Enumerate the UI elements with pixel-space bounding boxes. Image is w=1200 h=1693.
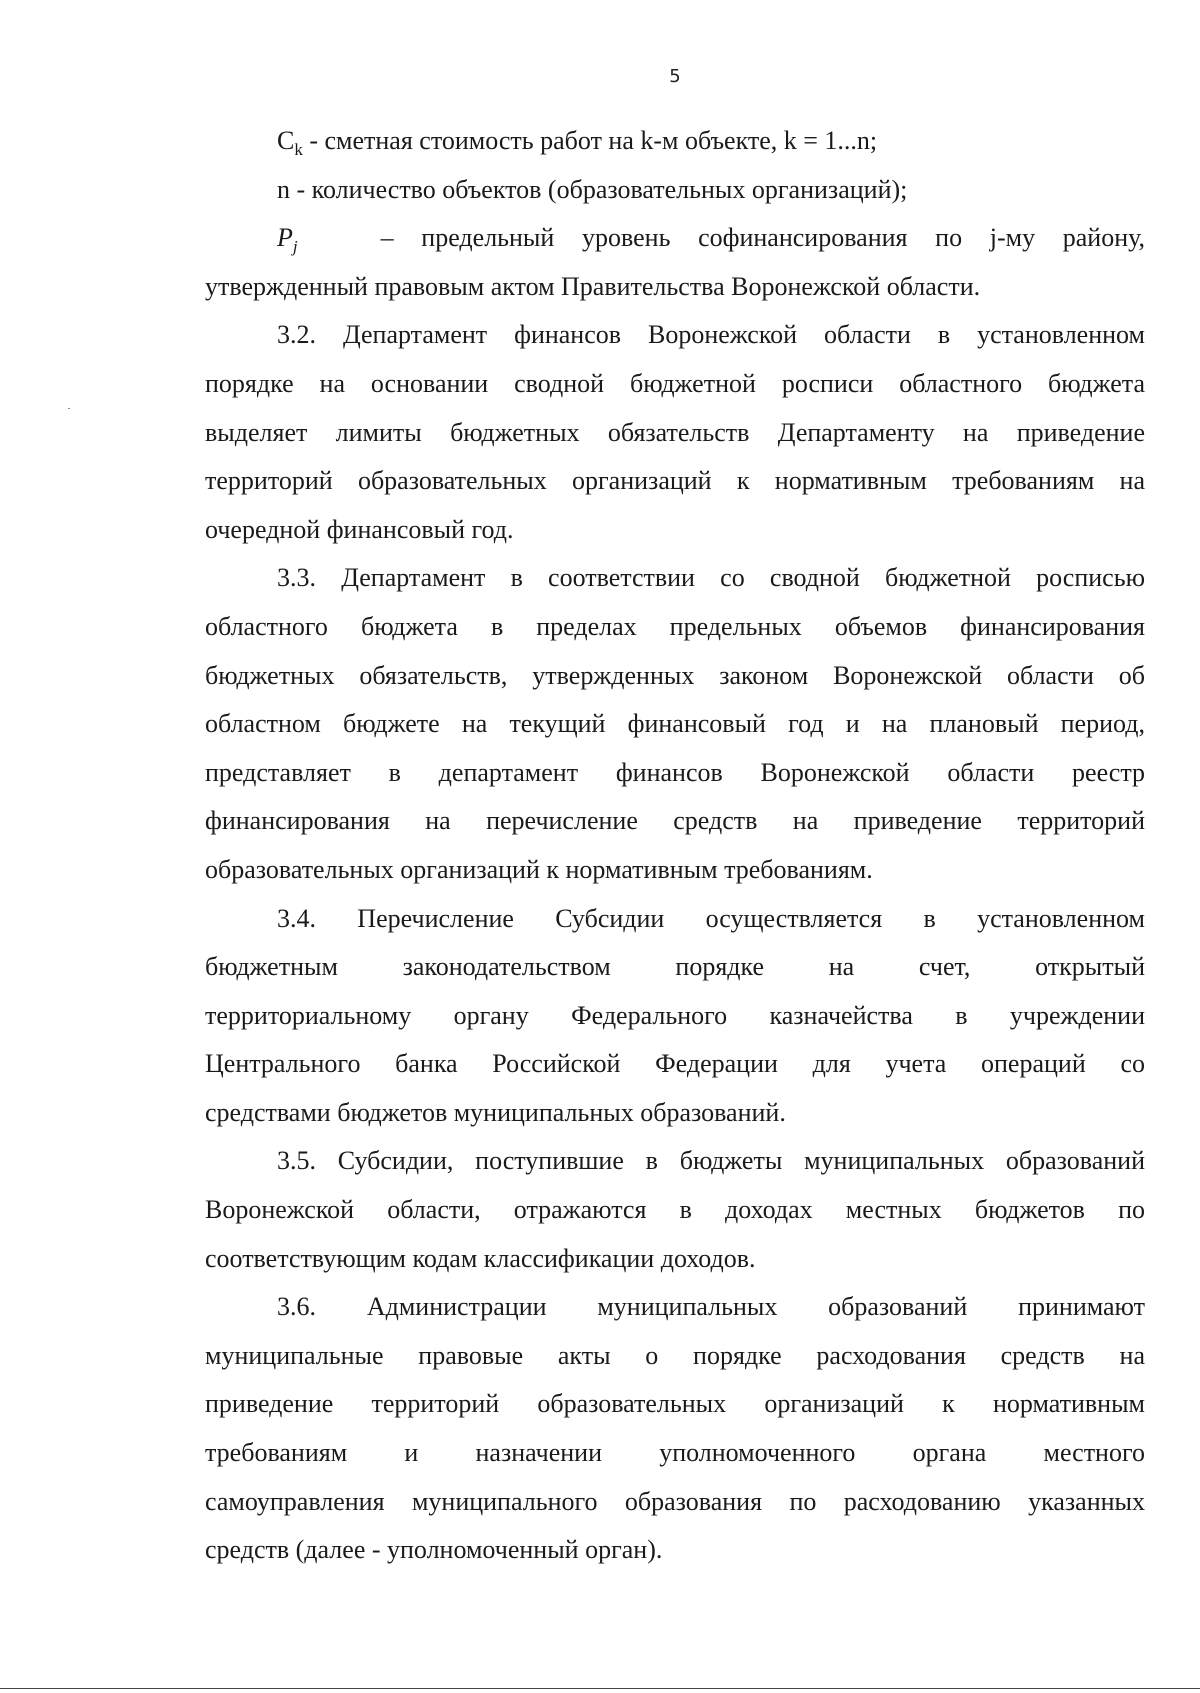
- line-text: образовательных организаций к нормативным требованиям.: [205, 854, 873, 884]
- line-text: выделяет лимиты бюджетных обязательств Департаменту на приведение: [205, 417, 1145, 447]
- text-line: [205, 1332, 1145, 1381]
- line-text: 3.6. Администрации муниципальных образований принимают: [277, 1292, 1145, 1322]
- text-line: [205, 1478, 1145, 1527]
- text-line: [205, 117, 1145, 166]
- line-text: соответствующим кодам классификации доходов.: [205, 1243, 756, 1273]
- line-text: муниципальные правовые акты о порядке расходования средств на: [205, 1340, 1145, 1370]
- text-line: [205, 749, 1145, 798]
- text-line: [205, 700, 1145, 749]
- line-text: 3.4. Перечисление Субсидии осуществляется в установленном: [277, 903, 1145, 933]
- text-line: [205, 360, 1145, 409]
- line-text: Центрального банка Российской Федерации для учета операций со: [205, 1049, 1145, 1079]
- text-line: [205, 1089, 1145, 1138]
- line-text: требованиям и назначении уполномоченного органа местного: [205, 1438, 1145, 1468]
- page-number: 5: [669, 66, 681, 87]
- document-body: [205, 117, 1145, 1575]
- line-text: представляет в департамент финансов Воронежской области реестр: [205, 757, 1145, 787]
- line-text: территорий образовательных организаций к нормативным требованиям на: [205, 466, 1145, 496]
- text-line: [205, 603, 1145, 652]
- text-line: [205, 1235, 1145, 1284]
- text-line: [205, 214, 1145, 263]
- scan-artifact-mark: [68, 408, 70, 409]
- text-line: [205, 797, 1145, 846]
- line-text: утвержденный правовым актом Правительства Воронежской области.: [205, 271, 981, 301]
- symbol-subscript: k: [294, 140, 303, 159]
- text-line: [205, 1137, 1145, 1186]
- line-text: 3.5. Субсидии, поступившие в бюджеты муниципальных образований: [277, 1146, 1145, 1176]
- line-text: территориальному органу Федерального казначейства в учреждении: [205, 1000, 1145, 1030]
- text-line: [205, 409, 1145, 458]
- text-line: [205, 263, 1145, 312]
- text-line: [205, 1526, 1145, 1575]
- symbol-c: C: [277, 126, 295, 155]
- bottom-edge-line: [0, 1688, 1200, 1689]
- text-line: [205, 1186, 1145, 1235]
- text-line: [205, 895, 1145, 944]
- text-line: [205, 1429, 1145, 1478]
- formula-base: P: [277, 223, 293, 253]
- line-text: очередной финансовый год.: [205, 514, 514, 544]
- text-line: [205, 311, 1145, 360]
- line-text: порядке на основании сводной бюджетной росписи областного бюджета: [205, 368, 1145, 398]
- line-text: 3.3. Департамент в соответствии со сводной бюджетной росписью: [277, 563, 1145, 593]
- formula-symbol: [277, 223, 298, 257]
- line-text: – предельный уровень софинансирования по j-му району,: [380, 223, 1146, 253]
- line-text: 3.2. Департамент финансов Воронежской области в установленном: [277, 320, 1145, 350]
- line-text: бюджетным законодательством порядке на счет, открытый: [205, 952, 1145, 982]
- text-line: [205, 1283, 1145, 1332]
- line-text: n - количество объектов (образовательных организаций);: [277, 174, 908, 204]
- line-text: - сметная стоимость работ на k-м объекте, k = 1...n;: [302, 126, 878, 155]
- line-text: средств (далее - уполномоченный орган).: [205, 1535, 663, 1565]
- text-line: [205, 1040, 1145, 1089]
- line-text: средствами бюджетов муниципальных образований.: [205, 1097, 786, 1127]
- text-line: [205, 652, 1145, 701]
- line-text: бюджетных обязательств, утвержденных законом Воронежской области об: [205, 660, 1145, 690]
- formula-subscript: j: [292, 237, 298, 257]
- text-line: [205, 506, 1145, 555]
- text-line: [205, 943, 1145, 992]
- line-text: областного бюджета в пределах предельных объемов финансирования: [205, 611, 1145, 641]
- text-line: [205, 992, 1145, 1041]
- line-text: приведение территорий образовательных организаций к нормативным: [205, 1389, 1145, 1419]
- text-line: [205, 846, 1145, 895]
- text-line: [205, 554, 1145, 603]
- line-text: самоуправления муниципального образования по расходованию указанных: [205, 1486, 1145, 1516]
- line-text: финансирования на перечисление средств на приведение территорий: [205, 806, 1145, 836]
- line-text: областном бюджете на текущий финансовый год и на плановый период,: [205, 709, 1145, 739]
- line-text: Воронежской области, отражаются в доходах местных бюджетов по: [205, 1195, 1145, 1225]
- text-line: [205, 457, 1145, 506]
- text-line: [205, 1380, 1145, 1429]
- text-line: [205, 166, 1145, 215]
